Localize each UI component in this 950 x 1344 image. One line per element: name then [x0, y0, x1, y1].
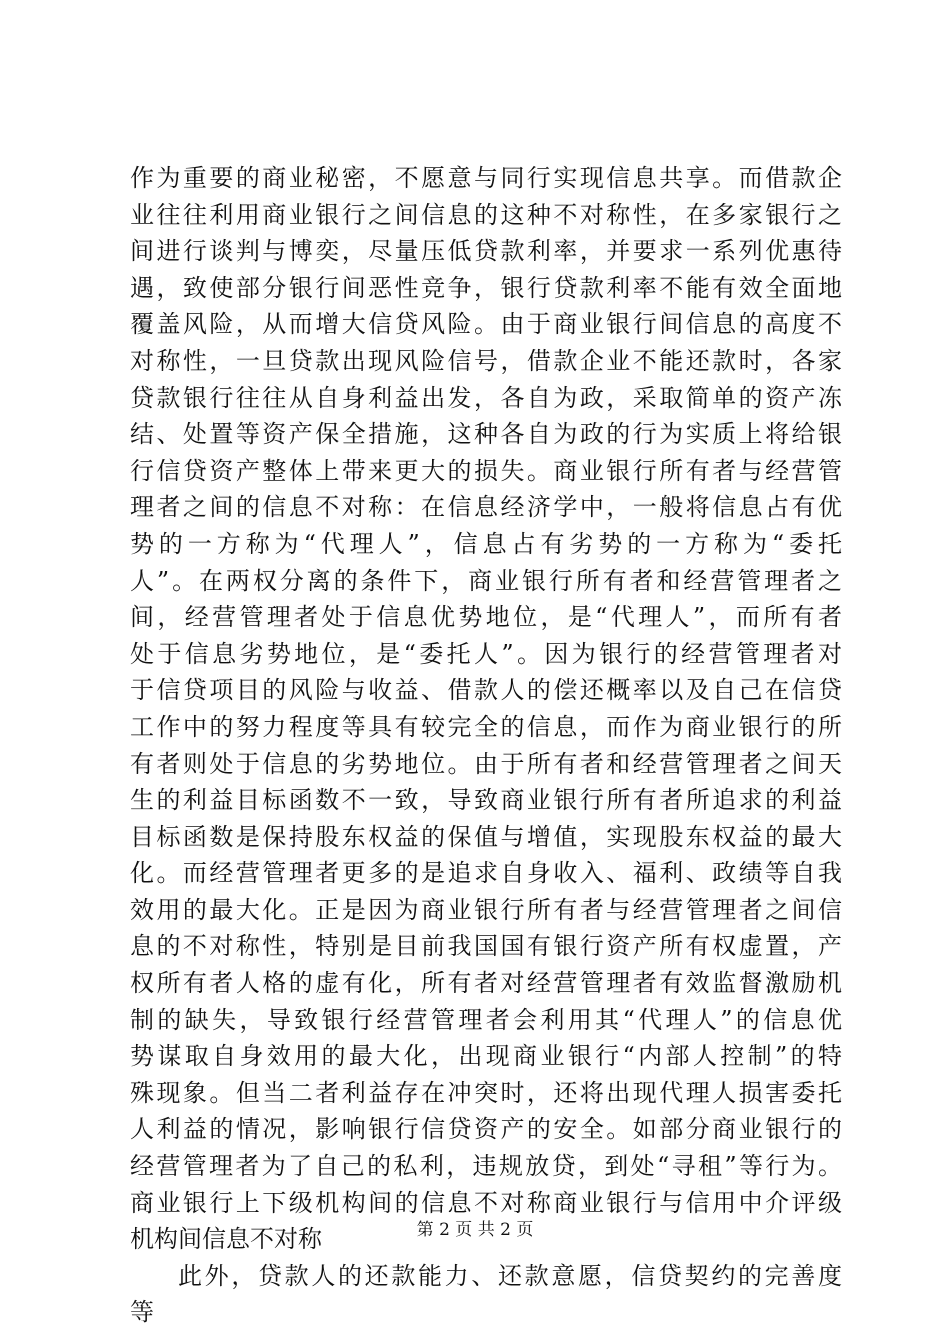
text-line: 间进行谈判与博奕，尽量压低贷款利率，并要求一系列优惠待 [130, 237, 842, 266]
text-line: 商业银行上下级机构间的信息不对称商业银行与信用中介评级 [130, 1188, 842, 1217]
text-line: 业往往利用商业银行之间信息的这种不对称性，在多家银行之 [130, 200, 842, 229]
text-line: 行信贷资产整体上带来更大的损失。商业银行所有者与经营管 [130, 456, 842, 485]
text-line: 处于信息劣势地位，是“委托人”。因为银行的经营管理者对 [130, 639, 842, 668]
text-line: 等 [130, 1298, 154, 1327]
text-line: 制的缺失，导致银行经营管理者会利用其“代理人”的信息优 [130, 1005, 842, 1034]
text-line: 息的不对称性，特别是目前我国国有银行资产所有权虚置，产 [130, 932, 842, 961]
text-line: 理者之间的信息不对称：在信息经济学中，一般将信息占有优 [130, 493, 842, 522]
text-line: 经营管理者为了自己的私利，违规放贷，到处“寻租”等行为。 [130, 1152, 842, 1181]
text-line: 权所有者人格的虚有化，所有者对经营管理者有效监督激励机 [130, 969, 842, 998]
text-line: 作为重要的商业秘密，不愿意与同行实现信息共享。而借款企 [130, 164, 842, 192]
text-line: 此外，贷款人的还款能力、还款意愿，信贷契约的完善度 [178, 1261, 842, 1290]
text-line: 化。而经营管理者更多的是追求自身收入、福利、政绩等自我 [130, 859, 842, 888]
text-line: 对称性，一旦贷款出现风险信号，借款企业不能还款时，各家 [130, 346, 842, 375]
page-number-footer: 第 2 页 共 2 页 [416, 1220, 534, 1240]
text-line: 结、处置等资产保全措施，这种各自为政的行为实质上将给银 [130, 420, 842, 449]
text-line: 间，经营管理者处于信息优势地位，是“代理人”，而所有者 [130, 603, 842, 632]
document-body [130, 160, 842, 1331]
text-line: 于信贷项目的风险与收益、借款人的偿还概率以及自己在信贷 [130, 676, 842, 705]
text-line: 效用的最大化。正是因为商业银行所有者与经营管理者之间信 [130, 895, 842, 924]
text-line: 覆盖风险，从而增大信贷风险。由于商业银行间信息的高度不 [130, 310, 842, 339]
text-line: 势的一方称为“代理人”，信息占有劣势的一方称为“委托 [130, 529, 842, 558]
text-line: 贷款银行往往从自身利益出发，各自为政，采取简单的资产冻 [130, 383, 842, 412]
text-line: 有者则处于信息的劣势地位。由于所有者和经营管理者之间天 [130, 749, 842, 778]
text-line: 人利益的情况，影响银行信贷资产的安全。如部分商业银行的 [130, 1115, 842, 1144]
text-line: 势谋取自身效用的最大化，出现商业银行“内部人控制”的特 [130, 1042, 842, 1071]
text-line: 生的利益目标函数不一致，导致商业银行所有者所追求的利益 [130, 786, 842, 815]
text-line: 人”。在两权分离的条件下，商业银行所有者和经营管理者之 [130, 566, 842, 595]
text-line: 机构间信息不对称 [130, 1225, 322, 1254]
text-line: 殊现象。但当二者利益存在冲突时，还将出现代理人损害委托 [130, 1078, 842, 1107]
text-line: 工作中的努力程度等具有较完全的信息，而作为商业银行的所 [130, 712, 842, 741]
text-line: 遇，致使部分银行间恶性竞争，银行贷款利率不能有效全面地 [130, 273, 842, 302]
text-line: 目标函数是保持股东权益的保值与增值，实现股东权益的最大 [130, 822, 842, 851]
